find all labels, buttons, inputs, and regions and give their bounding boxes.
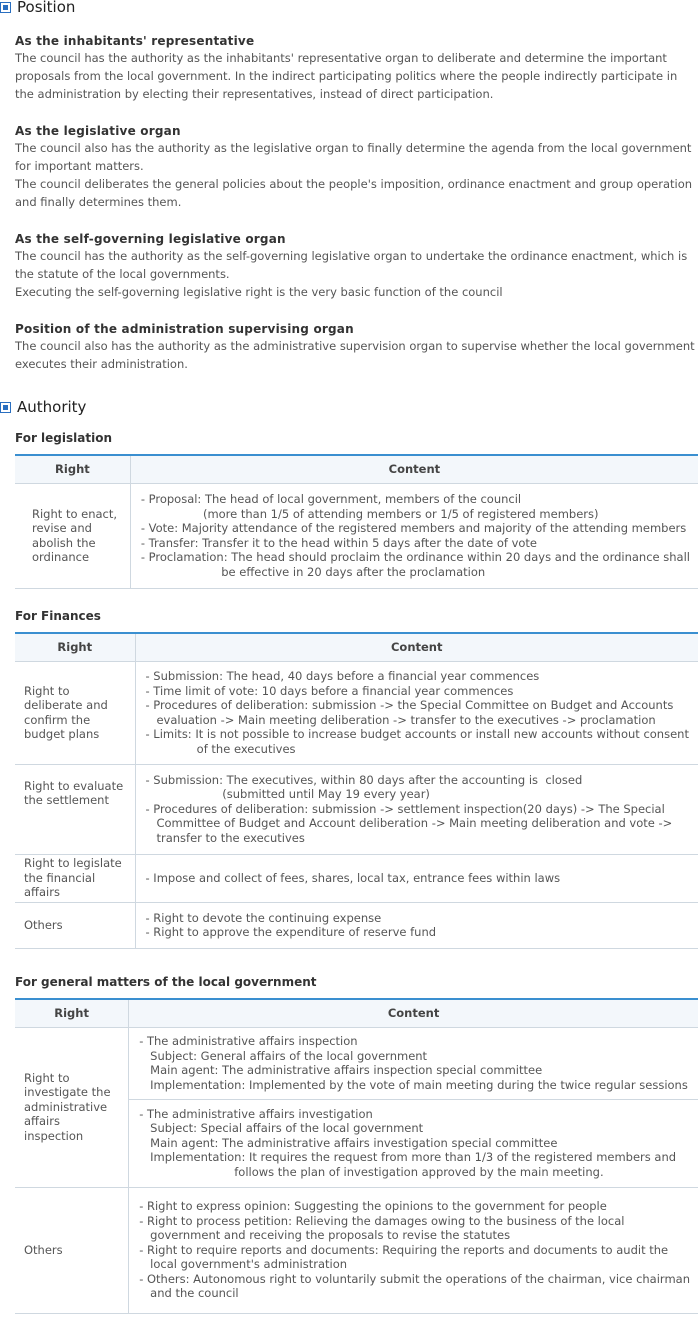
content-cell [129,1027,698,1099]
content-cell [135,902,698,948]
content-line: Main agent: The administrative affairs investigation special committee [139,1135,558,1150]
content-cell [135,661,698,764]
content-line: (submitted until May 19 every year) [145,787,430,802]
content-line: - The administrative affairs inspection [139,1034,358,1048]
position-item-4 [15,321,698,373]
table-row [15,661,698,764]
right-cell: Right to legislate the financial affairs [15,854,135,902]
content-line: - Procedures of deliberation: submission -> the Special Committee on Budget and Accounts [145,698,674,712]
col-content-header: Content [130,455,698,483]
content-line: follows the plan of investigation approved by the main meeting. [139,1164,604,1179]
general-caption: For general matters of the local government [15,975,317,989]
right-cell: Right to deliberate and confirm the budget plans [15,661,135,764]
content-line: Implementation: It requires the request from more than 1/3 of the registered members and [139,1150,677,1165]
content-line: - Right to process petition: Relieving the damages owing to the business of the local [139,1213,625,1228]
position-text [15,49,698,103]
table-row [15,854,698,902]
finances-caption: For Finances [15,609,101,623]
finances-table [15,632,698,949]
legislation-caption: For legislation [15,431,112,445]
position-text [15,247,698,301]
table-row [15,1187,698,1313]
content-line: - Impose and collect of fees, shares, local tax, entrance fees within laws [145,870,561,885]
table-header-row [15,455,698,483]
table-header-row [15,633,698,661]
content-line: and the council [139,1286,239,1301]
content-line: - Time limit of vote: 10 days before a financial year commences [145,683,514,698]
content-line: Main agent: The administrative affairs inspection special committee [139,1063,543,1077]
right-cell: Others [15,902,135,948]
content-line: (more than 1/5 of attending members or 1/5 of registered members) [140,506,599,521]
general-table [15,998,698,1314]
content-line: - Submission: The head, 40 days before a financial year commences [145,669,540,683]
position-heading: As the legislative organ [15,124,181,138]
table-header-row [15,999,698,1027]
content-cell [129,1099,698,1187]
position-text [15,139,698,211]
paragraph: Executing the self-governing legislative right is the very basic function of the council [15,285,503,299]
content-line: - Proclamation: The head should proclaim the ordinance within 20 days and the ordinance shall [140,550,690,564]
content-line: - Right to devote the continuing expense [145,910,382,925]
content-line: Subject: General affairs of the local government [139,1048,428,1063]
paragraph: The council has the authority as the self-governing legislative organ to undertake the ordinance enactment, which is the statute of the local governments. [15,249,688,281]
content-line: be effective in 20 days after the proclamation [140,564,486,579]
col-right-header: Right [15,455,130,483]
paragraph: The council has the authority as the inhabitants' representative organ to deliberate and determine the important proposals from the local government. In the indirect participating politics where the people indirectly participate in the administration by electing their representatives, instead of direct participation. [15,51,678,101]
content-line: - The administrative affairs investigation [139,1106,373,1121]
col-right-header: Right [15,999,129,1027]
table-row [15,483,698,588]
table-row [15,902,698,948]
position-heading: As the inhabitants' representative [15,34,255,48]
content-line: of the executives [145,741,296,756]
position-text [15,337,698,373]
position-item-1 [15,33,698,103]
right-cell: Right to investigate the administrative affairs inspection [15,1027,129,1187]
content-line: transfer to the executives [145,830,305,845]
section-square-icon [0,2,11,13]
content-cell [135,764,698,854]
table-row [15,764,698,854]
content-line: evaluation -> Main meeting deliberation -> transfer to the executives -> proclamation [145,712,656,727]
paragraph: The council deliberates the general policies about the people's imposition, ordinance enactment and group operation and finally determines them. [15,177,693,209]
content-line: - Vote: Majority attendance of the registered members and majority of the attending members [140,521,687,535]
content-line: Committee of Budget and Account deliberation -> Main meeting deliberation and vote -> [145,816,673,831]
paragraph: The council also has the authority as the administrative supervision organ to supervise whether the local government executes their administration. [15,339,695,371]
col-right-header: Right [15,633,135,661]
authority-section-title [0,398,86,416]
content-line: Subject: Special affairs of the local government [139,1121,424,1136]
content-cell [135,854,698,902]
right-cell: Others [15,1187,129,1313]
position-heading: Position of the administration supervising organ [15,322,354,336]
section-square-icon [0,402,11,413]
col-content-header: Content [135,633,698,661]
content-line: - Limits: It is not possible to increase budget accounts or install new accounts without consent [145,727,689,741]
content-line: - Right to approve the expenditure of reserve fund [145,925,437,939]
content-line: - Right to require reports and documents: Requiring the reports and documents to audit the [139,1242,669,1257]
content-cell [129,1187,698,1313]
content-line: - Procedures of deliberation: submission -> settlement inspection(20 days) -> The Special [145,801,665,816]
content-line: - Proposal: The head of local government, members of the council [140,492,522,506]
legislation-table [15,454,698,589]
content-line: - Submission: The executives, within 80 days after the accounting is closed [145,772,583,787]
position-title: Position [17,0,76,16]
col-content-header: Content [129,999,698,1027]
position-heading: As the self-governing legislative organ [15,232,286,246]
content-line: - Right to express opinion: Suggesting the opinions to the government for people [139,1199,607,1214]
right-cell: Right to enact, revise and abolish the ordinance [15,483,130,588]
position-item-3 [15,231,698,301]
content-line: government and receiving the proposals to revise the statutes [139,1228,511,1243]
right-cell: Right to evaluate the settlement [15,764,135,854]
table-row [15,1027,698,1099]
content-line: - Transfer: Transfer it to the head within 5 days after the date of vote [140,535,537,550]
position-section-title [0,0,75,16]
position-item-2 [15,123,698,211]
content-line: - Others: Autonomous right to voluntarily submit the operations of the chairman, vice chairman [139,1271,690,1286]
authority-title: Authority [17,398,87,416]
content-line: local government's administration [139,1257,348,1272]
content-line: Implementation: Implemented by the vote of main meeting during the twice regular sessions [139,1077,688,1092]
content-cell [130,483,698,588]
paragraph: The council also has the authority as the legislative organ to finally determine the agenda from the local government for important matters. [15,141,692,173]
